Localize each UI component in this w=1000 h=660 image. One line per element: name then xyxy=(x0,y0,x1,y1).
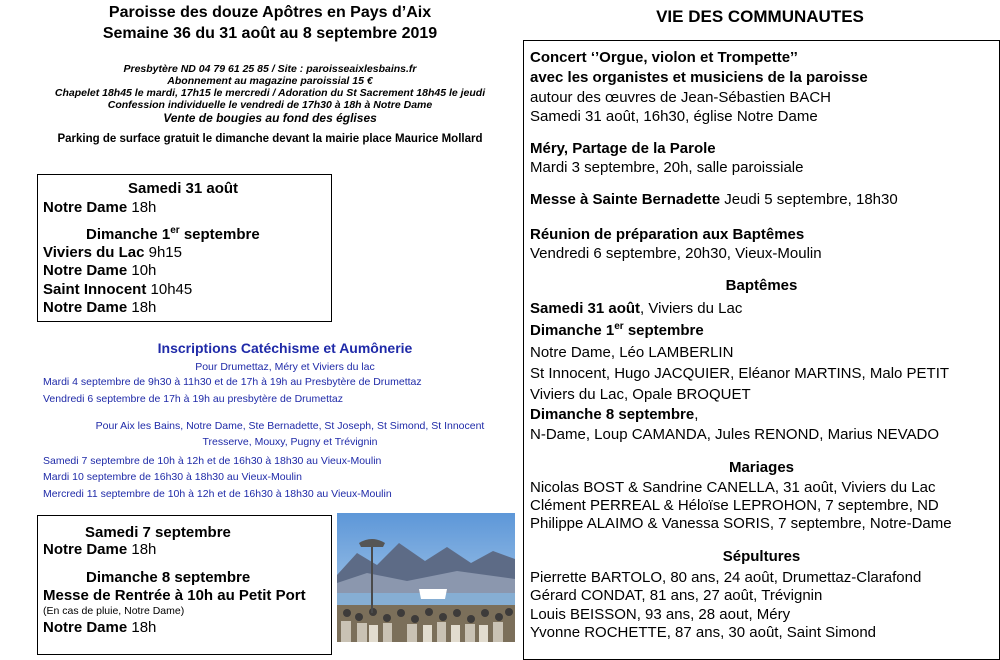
mariages-title: Mariages xyxy=(728,459,795,476)
bougies-info: Vente de bougies au fond des églises xyxy=(163,111,377,125)
week-title: Semaine 36 du 31 août au 8 septembre 2019 xyxy=(102,25,438,42)
concert-subtitle: avec les organistes et musiciens de la paroisse xyxy=(530,69,868,86)
baptemes-line: N-Dame, Loup CAMANDA, Jules RENOND, Marius NEVADO xyxy=(530,426,939,443)
rain-note: (En cas de pluie, Notre Dame) xyxy=(43,605,185,617)
mariages-line: Nicolas BOST & Sandrine CANELLA, 31 août, Viviers du Lac xyxy=(530,479,936,496)
baptemes-line: Viviers du Lac, Opale BROQUET xyxy=(530,386,751,403)
parking-info: Parking de surface gratuit le dimanche devant la mairie place Maurice Mollard xyxy=(57,133,483,145)
baptemes-day: Dimanche 8 septembre, xyxy=(530,406,699,423)
abonnement-info: Abonnement au magazine paroissial 15 € xyxy=(167,75,373,87)
mass-day-sunday: Dimanche 8 septembre xyxy=(86,569,251,586)
rentree-mass: Messe de Rentrée à 10h au Petit Port xyxy=(43,587,306,604)
catechisme-line: Mardi 10 septembre de 16h30 à 18h30 au Vieux-Moulin xyxy=(43,471,302,483)
presbytere-info: Presbytère ND 04 79 61 25 85 / Site : paroisseaixlesbains.fr xyxy=(123,63,417,75)
messe-bernadette: Messe à Sainte Bernadette Jeudi 5 septembre, 18h30 xyxy=(530,191,898,208)
parish-title: Paroisse des douze Apôtres en Pays d’Aix xyxy=(108,4,432,21)
catechisme-group1-head: Pour Drumettaz, Méry et Viviers du lac xyxy=(195,361,375,373)
mariages-line: Philippe ALAIMO & Vanessa SORIS, 7 septembre, Notre-Dame xyxy=(530,515,952,532)
sepultures-line: Pierrette BARTOLO, 80 ans, 24 août, Drumettaz-Clarafond xyxy=(530,569,922,586)
concert-title: Concert ‘’Orgue, violon et Trompette’’ xyxy=(530,49,798,66)
concert-line: autour des œuvres de Jean-Sébastien BACH xyxy=(530,89,831,106)
mass-row: Notre Dame 18h xyxy=(43,299,157,316)
sepultures-line: Yvonne ROCHETTE, 87 ans, 30 août, Saint Simond xyxy=(530,624,877,641)
reunion-title: Réunion de préparation aux Baptêmes xyxy=(530,226,805,243)
baptemes-day: Dimanche 1er septembre xyxy=(530,321,704,339)
catechisme-line: Mercredi 11 septembre de 10h à 12h et de 16h30 à 18h30 au Vieux-Moulin xyxy=(43,488,392,500)
baptemes-line: St Innocent, Hugo JACQUIER, Eléanor MARTINS, Malo PETIT xyxy=(530,365,950,382)
reunion-text: Vendredi 6 septembre, 20h30, Vieux-Moulin xyxy=(530,245,822,262)
chapelet-info: Chapelet 18h45 le mardi, 17h15 le mercredi / Adoration du St Sacrement 18h45 le jeudi xyxy=(54,87,486,99)
lake-photo-image xyxy=(337,513,515,642)
catechisme-line: Samedi 7 septembre de 10h à 12h et de 16h30 à 18h30 au Vieux-Moulin xyxy=(43,455,382,467)
catechisme-title: Inscriptions Catéchisme et Aumônerie xyxy=(157,340,413,356)
sepultures-title: Sépultures xyxy=(722,548,801,565)
catechisme-group2-head: Pour Aix les Bains, Notre Dame, Ste Bernadette, St Joseph, St Simond, St Innocent xyxy=(95,420,485,432)
mery-title: Méry, Partage de la Parole xyxy=(530,140,716,157)
confession-info: Confession individuelle le vendredi de 17h30 à 18h à Notre Dame xyxy=(107,99,433,111)
communities-title: VIE DES COMMUNAUTES xyxy=(656,7,864,26)
catechisme-line: Vendredi 6 septembre de 17h à 19h au presbytère de Drumettaz xyxy=(43,393,344,405)
catechisme-group2-head: Tresserve, Mouxy, Pugny et Trévignin xyxy=(202,436,378,448)
mass-row: Notre Dame 10h xyxy=(43,262,157,279)
mariages-line: Clément PERREAL & Héloïse LEPROHON, 7 septembre, ND xyxy=(530,497,939,514)
sepultures-line: Louis BEISSON, 93 ans, 28 aout, Méry xyxy=(530,606,791,623)
mass-row: Notre Dame 18h xyxy=(43,619,157,636)
baptemes-title: Baptêmes xyxy=(725,277,798,294)
catechisme-line: Mardi 4 septembre de 9h30 à 11h30 et de 17h à 19h au Presbytère de Drumettaz xyxy=(43,376,422,388)
mass-row: Viviers du Lac 9h15 xyxy=(43,244,182,261)
mass-row: Notre Dame 18h xyxy=(43,541,157,558)
baptemes-day: Samedi 31 août, Viviers du Lac xyxy=(530,300,743,317)
mass-row: Notre Dame 18h xyxy=(43,199,157,216)
sepultures-line: Gérard CONDAT, 81 ans, 27 août, Trévignin xyxy=(530,587,823,604)
mery-text: Mardi 3 septembre, 20h, salle paroissiale xyxy=(530,159,804,176)
mass-row: Saint Innocent 10h45 xyxy=(43,281,193,298)
mass-day-saturday: Samedi 31 août xyxy=(128,180,239,197)
lake-photo xyxy=(337,513,515,642)
mass-day-sunday: Dimanche 1er septembre xyxy=(86,225,260,243)
concert-line: Samedi 31 août, 16h30, église Notre Dame xyxy=(530,108,818,125)
mass-day-saturday: Samedi 7 septembre xyxy=(85,524,231,541)
baptemes-line: Notre Dame, Léo LAMBERLIN xyxy=(530,344,734,361)
